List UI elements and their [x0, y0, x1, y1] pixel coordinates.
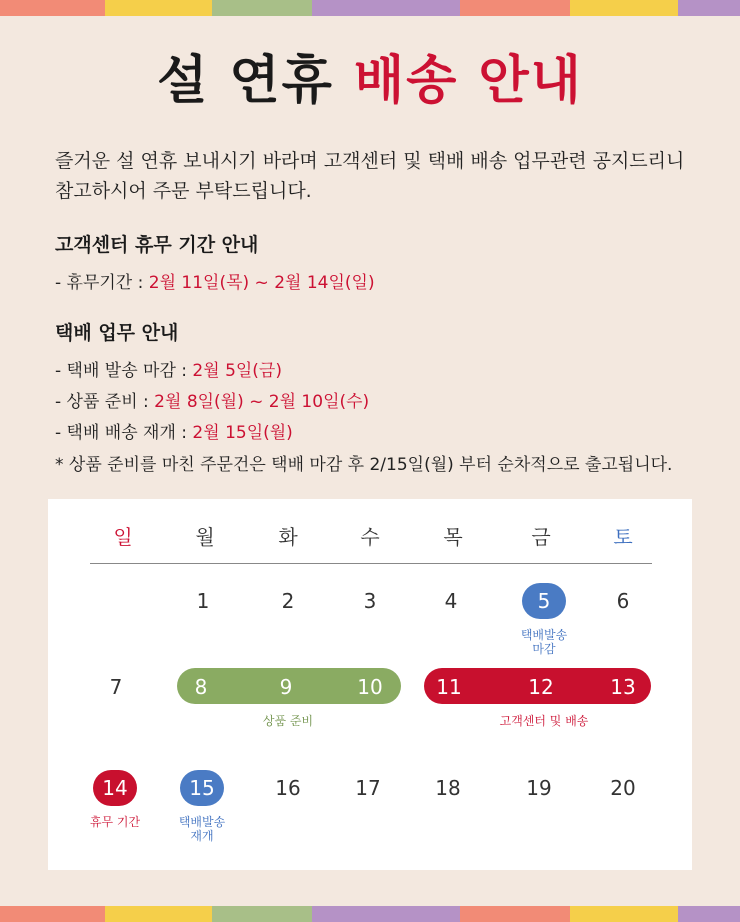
- page-title: [0, 46, 740, 116]
- footnote-pre: * 상품 준비를 마친 주문건은 택배 마감 후: [55, 455, 370, 475]
- shipping-resume-line: [55, 418, 293, 443]
- product-prep-note: 상품 준비: [262, 714, 314, 728]
- day-17: 17: [355, 776, 381, 800]
- day-4: 4: [444, 589, 458, 613]
- stripe-segment: [570, 906, 678, 922]
- day-15: 15: [189, 776, 215, 800]
- day-3: 3: [363, 589, 377, 613]
- day-19: 19: [526, 776, 552, 800]
- product-prep-value: 2월 8일(월) ~ 2월 10일(수): [154, 392, 370, 412]
- stripe-segment: [0, 0, 105, 16]
- weekday-sunday: 일: [113, 525, 133, 549]
- stripe-segment: [312, 0, 460, 16]
- delivery-heading: 택배 업무 안내: [55, 322, 179, 344]
- day-18: 18: [435, 776, 461, 800]
- product-prep-label: - 상품 준비 :: [55, 392, 155, 412]
- day-1: 1: [196, 589, 210, 613]
- day-6: 6: [616, 589, 630, 613]
- holiday-period-line: [55, 268, 375, 293]
- weekday-tuesday: 화: [278, 525, 298, 549]
- day-20: 20: [610, 776, 636, 800]
- product-prep-line: [55, 387, 369, 412]
- stripe-segment: [212, 906, 312, 922]
- stripe-segment: [570, 0, 678, 16]
- stripe-segment: [105, 0, 212, 16]
- holiday-note: 휴무 기간: [89, 815, 141, 829]
- shipping-resume-note: [142, 815, 262, 843]
- bottom-color-stripe: [0, 906, 740, 922]
- shipping-resume-note-line-1: 택배발송: [178, 815, 226, 829]
- day-13: 13: [610, 675, 636, 699]
- shipping-cutoff-note: [484, 628, 604, 656]
- shipping-resume-label: - 택배 배송 재개 :: [55, 423, 193, 443]
- shipping-cutoff-note-line-2: 마감: [532, 642, 556, 656]
- shipping-resume-note-line-2: 재개: [190, 829, 214, 843]
- title-part-1: 설 연휴: [157, 51, 334, 111]
- day-10: 10: [357, 675, 383, 699]
- weekday-friday: 금: [531, 525, 551, 549]
- footnote-date: 2/15일(월): [369, 455, 454, 475]
- day-11: 11: [436, 675, 462, 699]
- stripe-segment: [678, 906, 740, 922]
- title-part-2: 배송 안내: [353, 51, 583, 111]
- intro-text: 즐거운 설 연휴 보내시기 바라며 고객센터 및 택배 배송 업무관련 공지드리니 참고하시어 주문 부탁드립니다.: [55, 150, 685, 202]
- day-5: 5: [537, 589, 551, 613]
- day-9: 9: [279, 675, 293, 699]
- shipping-cutoff-note-line-1: 택배발송: [520, 628, 568, 642]
- stripe-segment: [312, 906, 460, 922]
- day-12: 12: [528, 675, 554, 699]
- weekday-thursday: 목: [443, 525, 463, 549]
- stripe-segment: [0, 906, 105, 922]
- cs-and-delivery-note: 고객센터 및 배송: [499, 714, 589, 728]
- footnote-line: [55, 450, 672, 475]
- day-2: 2: [281, 589, 295, 613]
- holiday-heading: 고객센터 휴무 기간 안내: [55, 234, 259, 256]
- shipping-cutoff-value: 2월 5일(금): [192, 361, 282, 381]
- calendar-card: [48, 499, 692, 870]
- stripe-segment: [678, 0, 740, 16]
- calendar-divider: [90, 563, 652, 564]
- day-8: 8: [194, 675, 208, 699]
- weekday-wednesday: 수: [360, 525, 380, 549]
- shipping-resume-value: 2월 15일(월): [192, 423, 293, 443]
- day-7: 7: [109, 675, 123, 699]
- stripe-segment: [460, 906, 570, 922]
- stripe-segment: [105, 906, 212, 922]
- weekday-monday: 월: [195, 525, 215, 549]
- holiday-period-label: - 휴무기간 :: [55, 273, 149, 293]
- day-16: 16: [275, 776, 301, 800]
- top-color-stripe: [0, 0, 740, 16]
- weekday-saturday: 토: [613, 525, 633, 549]
- day-14: 14: [102, 776, 128, 800]
- footnote-post: 부터 순차적으로 출고됩니다.: [453, 455, 673, 475]
- stripe-segment: [212, 0, 312, 16]
- stripe-segment: [460, 0, 570, 16]
- shipping-cutoff-label: - 택배 발송 마감 :: [55, 361, 193, 381]
- shipping-cutoff-line: [55, 356, 282, 381]
- holiday-period-value: 2월 11일(목) ~ 2월 14일(일): [148, 273, 375, 293]
